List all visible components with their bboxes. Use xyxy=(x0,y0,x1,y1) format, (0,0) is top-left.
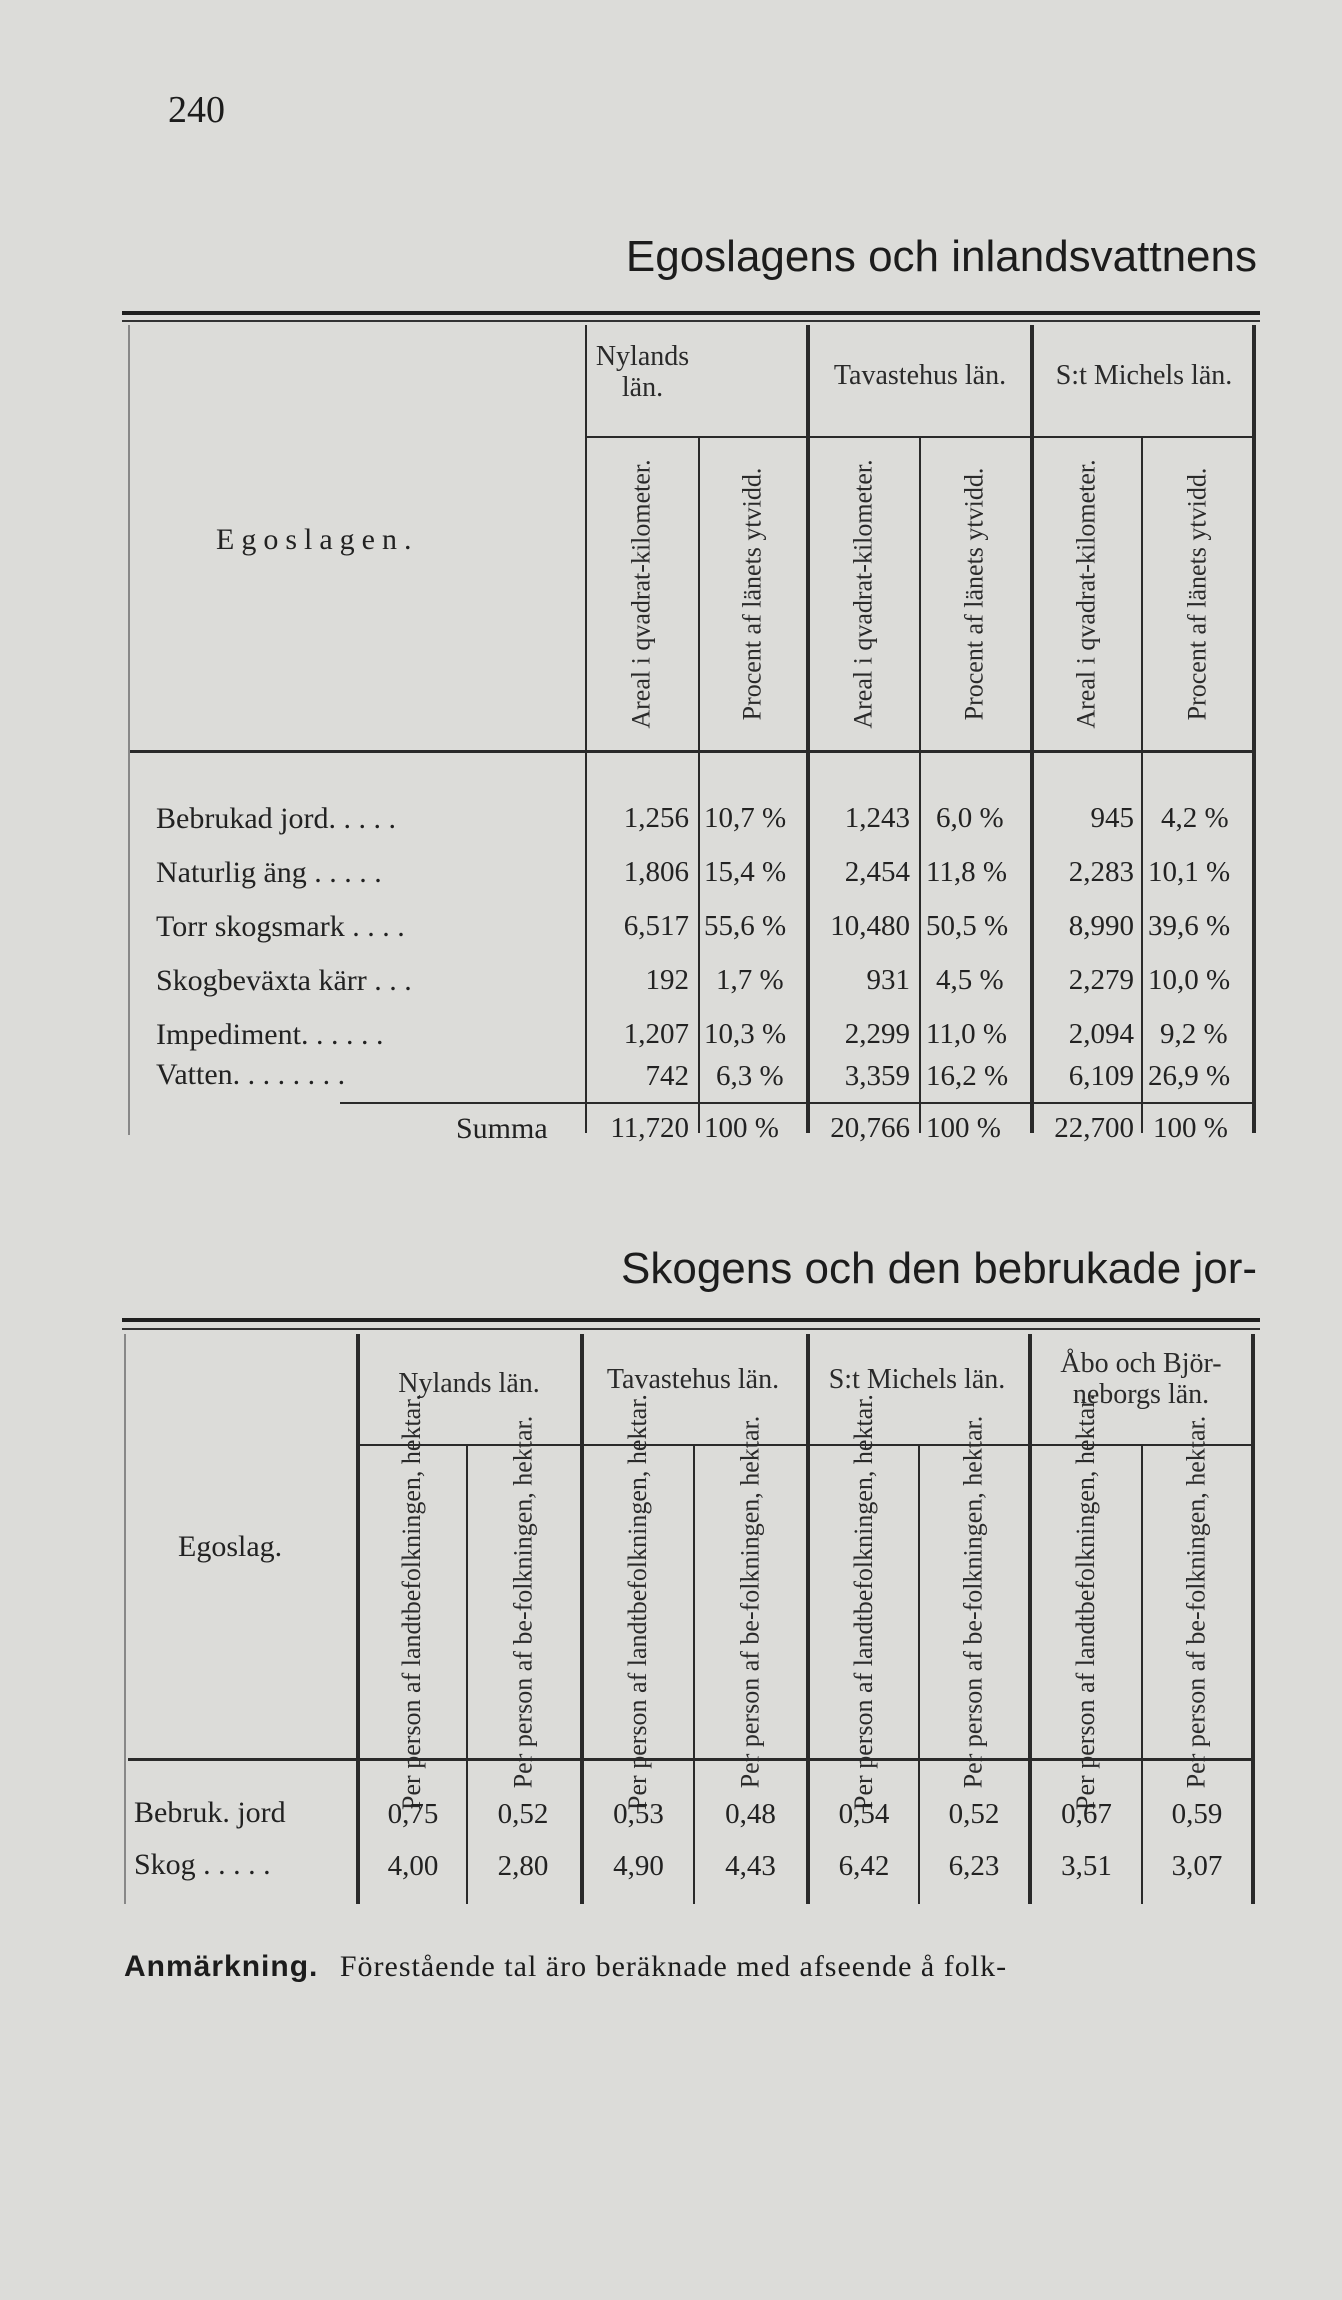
table1-heading: Egoslagens och inlandsvattnens xyxy=(625,232,1257,281)
table1-subheader-percent xyxy=(1143,440,1251,748)
table-cell: 100 % xyxy=(1153,1112,1228,1144)
table1-subheader-label: Areal i qvadrat-kilometer. xyxy=(1072,459,1101,729)
table2-heading: Skogens och den bebrukade jor- xyxy=(621,1244,1257,1293)
table-cell: 1,256 xyxy=(623,802,689,834)
table-cell: 3,359 xyxy=(844,1060,910,1092)
table-cell: 4,90 xyxy=(613,1850,664,1882)
table-cell: 2,454 xyxy=(844,856,910,888)
table-cell: 2,283 xyxy=(1068,856,1134,888)
table1-hline xyxy=(130,750,1254,753)
table2-subheader-total xyxy=(920,1415,1027,1789)
table-row-label: Impediment. . . . . . xyxy=(156,1018,384,1051)
footnote xyxy=(124,1950,1007,1984)
table-cell: 100 % xyxy=(704,1112,779,1144)
table-row-label: Skogbeväxta kärr . . . xyxy=(156,964,412,997)
table2-subheader-label: Per person af be-folkningen, hektar. xyxy=(508,1415,538,1789)
table-cell: 50,5 % xyxy=(926,910,1009,942)
table-row-label: Skog . . . . . xyxy=(134,1848,271,1881)
table1-subheader-area xyxy=(588,440,696,748)
table-cell: 15,4 % xyxy=(704,856,787,888)
table-cell: 11,720 xyxy=(610,1112,689,1144)
table1-group-header: Tavastehus län. xyxy=(833,359,1007,391)
table-cell: 16,2 % xyxy=(926,1060,1009,1092)
table-cell: 4,00 xyxy=(387,1850,439,1882)
table-cell: 6,23 xyxy=(948,1850,1000,1882)
page-number: 240 xyxy=(168,89,225,131)
table-cell: 11,0 % xyxy=(926,1018,1008,1050)
table-cell: 2,299 xyxy=(844,1018,910,1050)
table1-subheader-label: Areal i qvadrat-kilometer. xyxy=(627,459,656,729)
table-cell: 6,109 xyxy=(1068,1060,1134,1092)
table-cell: 192 xyxy=(645,964,689,996)
table-cell: 4,43 xyxy=(725,1850,776,1882)
table1-hline xyxy=(585,436,1254,438)
table1-subheader-percent xyxy=(921,440,1028,748)
table-cell: 2,094 xyxy=(1068,1018,1134,1050)
table2-vline xyxy=(1251,1334,1255,1904)
table-cell: 4,5 % xyxy=(936,964,1004,996)
table-cell: 0,48 xyxy=(725,1798,776,1830)
table-cell: 0,59 xyxy=(1171,1798,1223,1830)
table-cell: 10,3 % xyxy=(704,1018,787,1050)
table-cell: 945 xyxy=(1090,802,1134,834)
table1-group-header: S:t Michels län. xyxy=(1055,359,1233,391)
table1-vline xyxy=(1252,325,1256,1133)
table-cell: 931 xyxy=(866,964,910,996)
table-cell: 26,9 % xyxy=(1148,1060,1231,1092)
table1-subheader-percent xyxy=(700,440,804,748)
table-cell: 100 % xyxy=(926,1112,1001,1144)
table-cell: 6,0 % xyxy=(936,802,1004,834)
table2-subheader-total xyxy=(468,1415,578,1789)
table1-vline xyxy=(128,325,130,1135)
table-cell: 11,8 % xyxy=(926,856,1008,888)
table2-subheader-label: Per person af be-folkningen, hektar. xyxy=(1181,1415,1211,1789)
table-cell: 0,52 xyxy=(497,1798,549,1830)
footnote-lead: Anmärkning. xyxy=(124,1950,319,1983)
table1-vline xyxy=(585,325,587,1133)
table2-group-header: S:t Michels län. xyxy=(828,1363,1006,1395)
table-row-label: Vatten. . . . . . . . xyxy=(156,1058,346,1091)
table2-subheader-label: Per person af landtbefolkningen, hektar. xyxy=(397,1394,426,1810)
table-cell: 1,243 xyxy=(844,802,910,834)
table-cell: 1,806 xyxy=(623,856,689,888)
table2-subheader-label: Per person af landtbefolkningen, hektar. xyxy=(848,1394,878,1810)
table1-total-label: Summa xyxy=(456,1112,548,1145)
table2-group-header: Tavastehus län. xyxy=(606,1363,780,1395)
table2-group-header: Nylands län. xyxy=(398,1367,540,1399)
table1-row-header: Egoslagen. xyxy=(216,523,419,556)
table-cell: 22,700 xyxy=(1054,1112,1134,1144)
table2-top-rule xyxy=(122,1318,1260,1322)
table1-top-rule xyxy=(122,311,1260,315)
table2-subheader-rural xyxy=(360,1394,464,1810)
table1-subheader-label: Areal i qvadrat-kilometer. xyxy=(849,459,878,729)
table2-subheader-total xyxy=(695,1415,805,1789)
table-cell: 2,80 xyxy=(497,1850,549,1882)
table2-vline xyxy=(124,1334,126,1904)
table-cell: 10,7 % xyxy=(704,802,787,834)
table1-subheader-label: Procent af länets ytvidd. xyxy=(1182,467,1211,721)
table1-hline xyxy=(340,1102,1254,1104)
table1-subheader-label: Procent af länets ytvidd. xyxy=(737,467,766,721)
table-cell: 3,07 xyxy=(1171,1850,1223,1882)
table-cell: 9,2 % xyxy=(1160,1018,1228,1050)
table-cell: 1,207 xyxy=(623,1018,689,1050)
table2-subheader-rural xyxy=(810,1394,917,1810)
table-cell: 0,52 xyxy=(948,1798,1000,1830)
table-cell: 742 xyxy=(645,1060,689,1092)
table-cell: 0,67 xyxy=(1061,1798,1112,1830)
table2-subheader-label: Per person af landtbefolkningen, hektar. xyxy=(1071,1394,1100,1810)
table-row-label: Naturlig äng . . . . . xyxy=(156,856,382,889)
table-cell: 2,279 xyxy=(1068,964,1134,996)
table-cell: 10,1 % xyxy=(1148,856,1231,888)
table-cell: 0,75 xyxy=(387,1798,439,1830)
table-cell: 0,53 xyxy=(613,1798,664,1830)
table-cell: 8,990 xyxy=(1068,910,1134,942)
table-cell: 6,517 xyxy=(623,910,689,942)
table-cell: 39,6 % xyxy=(1148,910,1231,942)
table-cell: 0,54 xyxy=(838,1798,890,1830)
table-cell: 55,6 % xyxy=(704,910,787,942)
table-cell: 10,0 % xyxy=(1148,964,1231,996)
table1-group-header: Nylands län. xyxy=(595,341,690,403)
footnote-text: Förestående tal äro beräknade med afseende å folk- xyxy=(339,1950,1008,1983)
table2-subheader-total xyxy=(1143,1415,1250,1789)
table2-group-header: Åbo och Björ-neborgs län. xyxy=(1060,1348,1222,1410)
table-cell: 1,7 % xyxy=(716,964,784,996)
table1-subheader-label: Procent af länets ytvidd. xyxy=(959,467,989,721)
table-row-label: Torr skogsmark . . . . xyxy=(156,910,405,943)
table-cell: 10,480 xyxy=(830,910,910,942)
table2-row-header: Egoslag. xyxy=(178,1530,283,1563)
table2-subheader-label: Per person af be-folkningen, hektar. xyxy=(958,1415,988,1789)
table-cell: 20,766 xyxy=(830,1112,910,1144)
table-row-label: Bebrukad jord. . . . . xyxy=(156,802,396,835)
table2-subheader-label: Per person af landtbefolkningen, hektar. xyxy=(623,1394,652,1810)
table2-hline xyxy=(358,1444,1253,1446)
table-cell: 6,42 xyxy=(838,1850,890,1882)
table-cell: 6,3 % xyxy=(716,1060,784,1092)
table2-subheader-label: Per person af be-folkningen, hektar. xyxy=(735,1415,765,1789)
table-cell: 3,51 xyxy=(1061,1850,1112,1882)
table1-subheader-area xyxy=(810,440,918,748)
table1-top-rule-thin xyxy=(122,320,1260,322)
table-row-label: Bebruk. jord xyxy=(134,1796,286,1829)
table2-subheader-rural xyxy=(584,1394,692,1810)
table1-subheader-area xyxy=(1034,440,1140,748)
table-cell: 4,2 % xyxy=(1161,802,1229,834)
table2-subheader-rural xyxy=(1032,1394,1140,1810)
table2-top-rule-thin xyxy=(122,1328,1260,1330)
